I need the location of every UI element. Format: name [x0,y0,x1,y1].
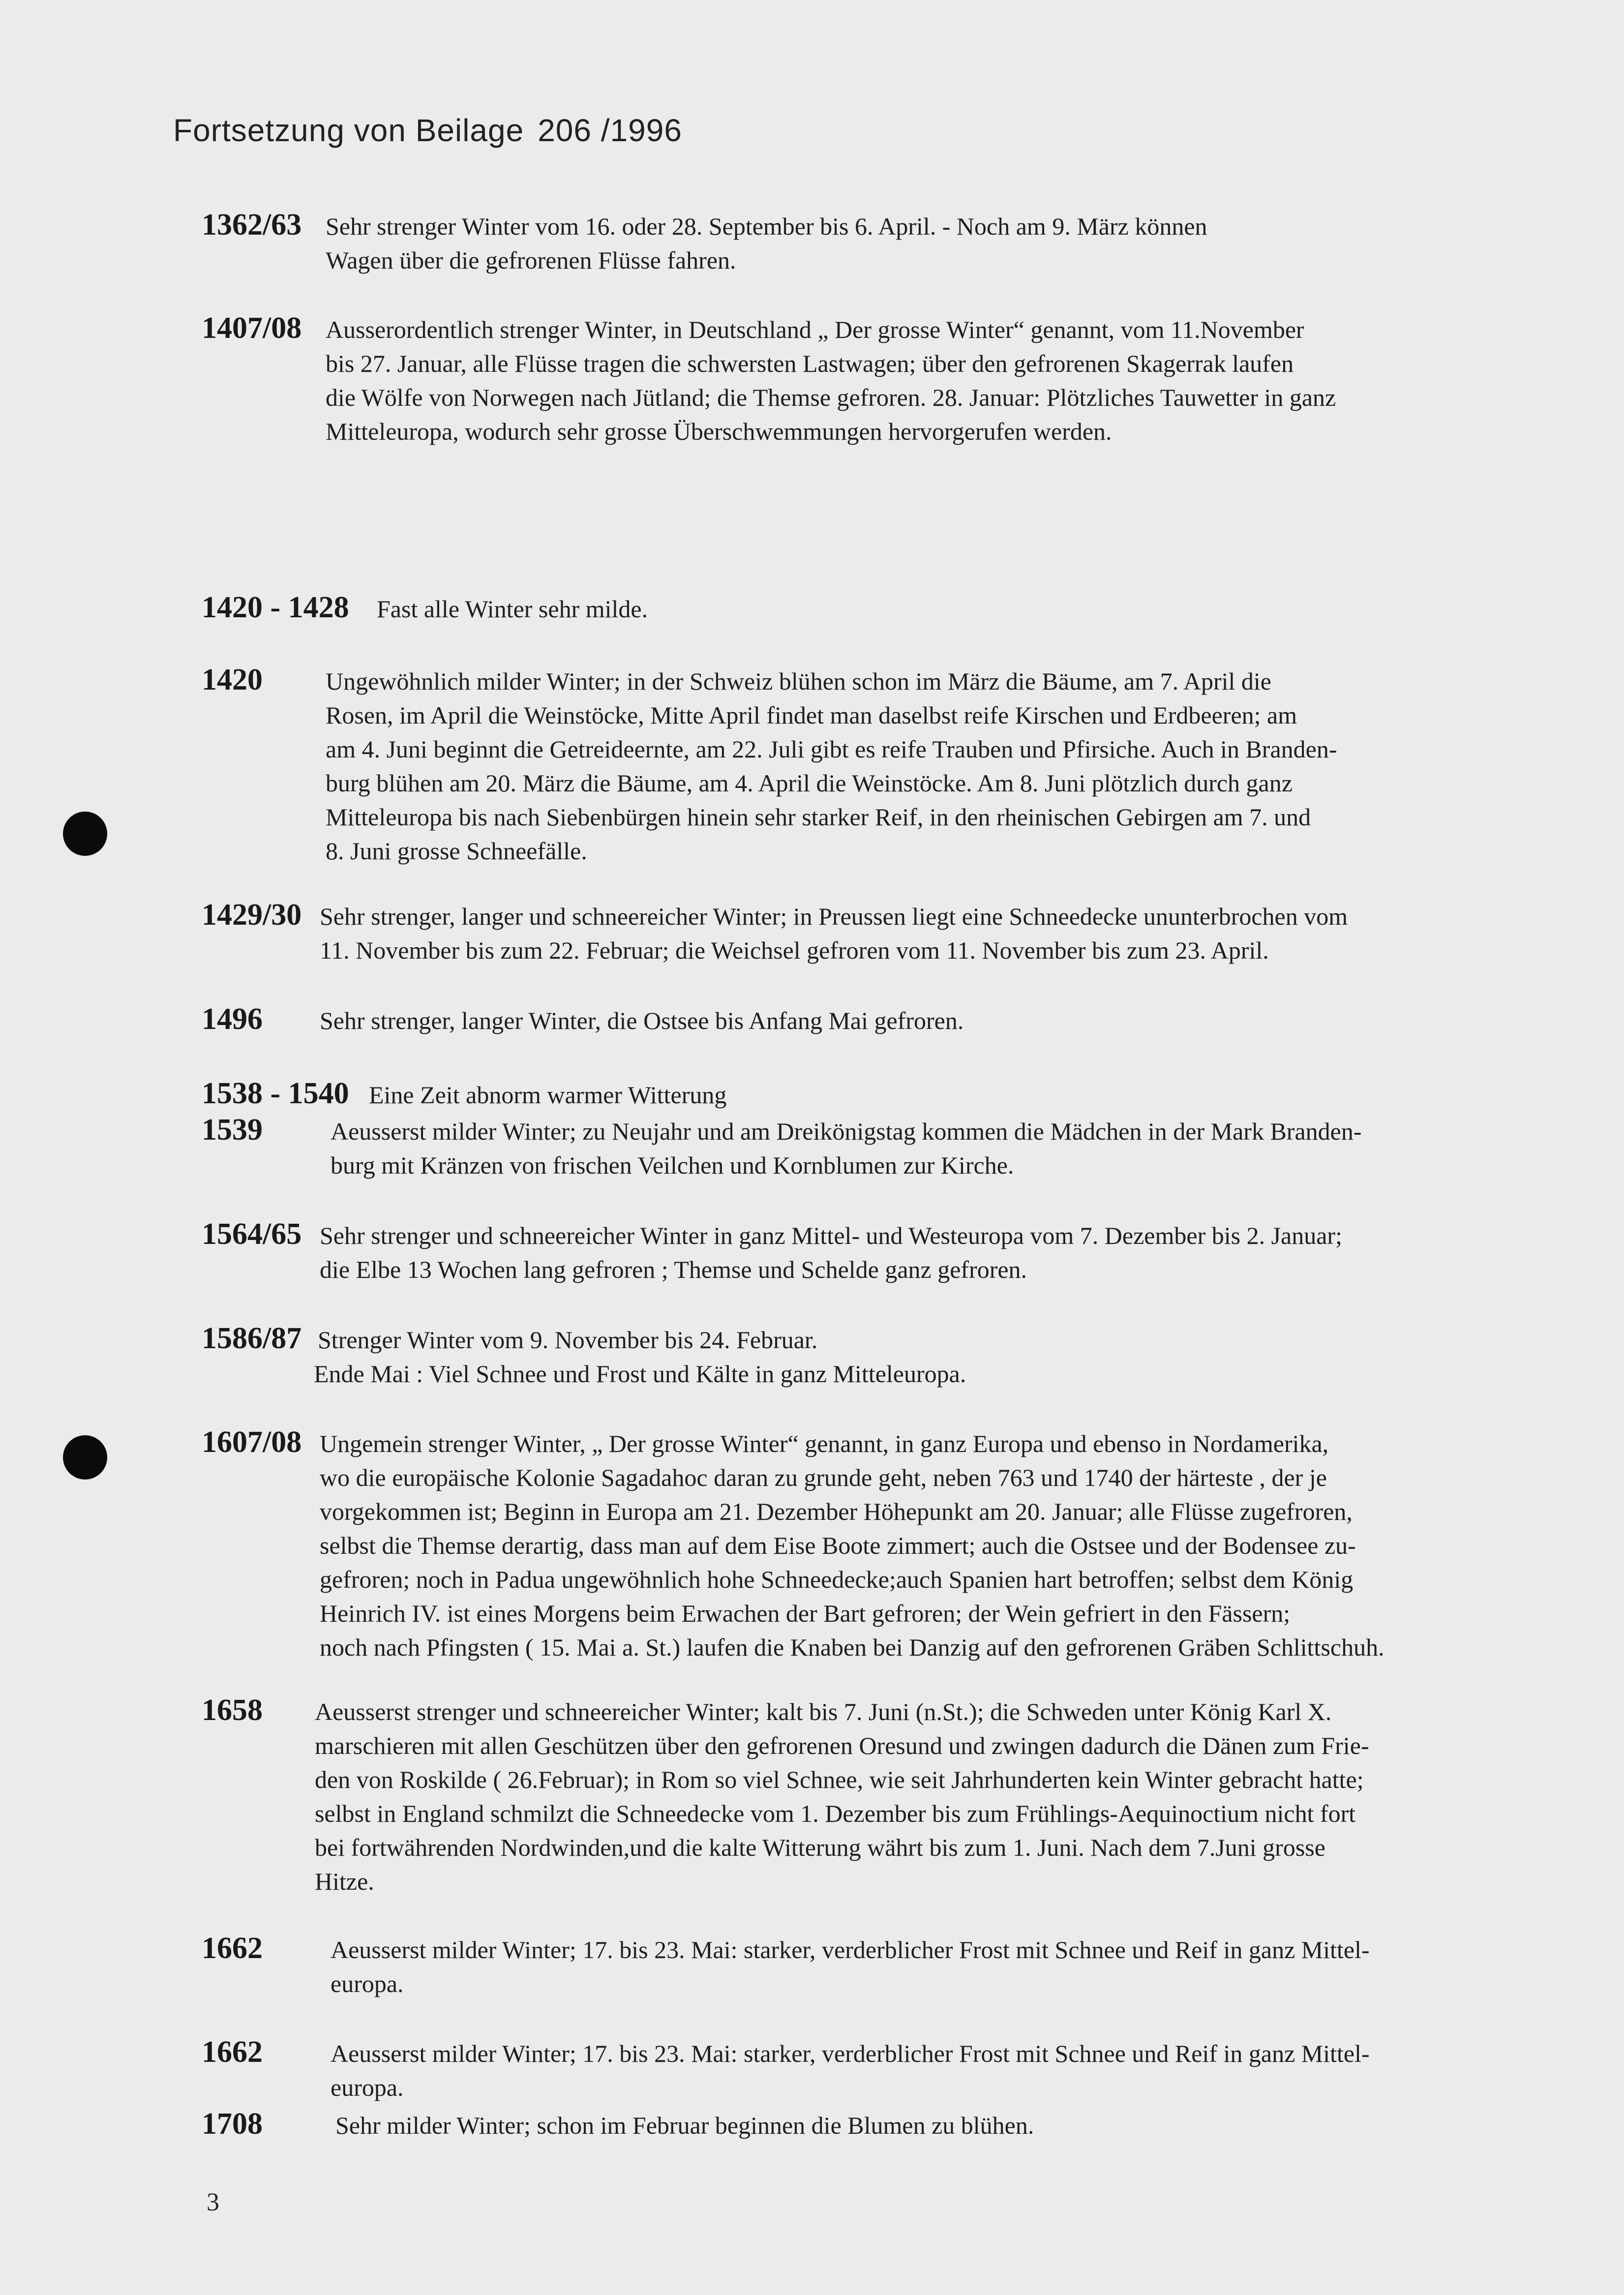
entry-text [331,1115,1361,1182]
entry-line: burg blühen am 20. März die Bäume, am 4. April die Weinstöcke. Am 8. Juni plötzlich durch ganz [326,769,1293,797]
entry-line: den von Roskilde ( 26.Februar); in Rom so viel Schnee, wie seit Jahrhunderten kein Winter gebracht hatte; [315,1766,1364,1793]
entry-year: 1538 - 1540 [202,1077,349,1110]
entry-line: Ungemein strenger Winter, „ Der grosse Winter“ genannt, in ganz Europa und ebenso in Nordamerika, [320,1430,1329,1457]
entry-line: noch nach Pfingsten ( 15. Mai a. St.) laufen die Knaben bei Danzig auf den gefrorenen Gräben Schlittschuh. [320,1633,1384,1661]
entry-line: Sehr strenger und schneereicher Winter in ganz Mittel- und Westeuropa vom 7. Dezember bis 2. Januar; [320,1222,1342,1249]
entry-line: burg mit Kränzen von frischen Veilchen und Kornblumen zur Kirche. [331,1151,1014,1179]
entry-line: Rosen, im April die Weinstöcke, Mitte April findet man daselbst reife Kirschen und Erdbeeren; am [326,701,1297,729]
entry-year: 1607/08 [202,1425,302,1459]
entry-text [320,1427,1384,1664]
entry-line: gefroren; noch in Padua ungewöhnlich hohe Schneedecke;auch Spanien hart betroffen; selbst dem König [320,1566,1353,1593]
entry-line: bei fortwährenden Nordwinden,und die kalte Witterung währt bis zum 1. Juni. Nach dem 7.Juni grosse [315,1834,1325,1861]
entry-text [326,664,1337,868]
header-title: Fortsetzung von Beilage [173,113,524,148]
entry-text [315,1695,1369,1899]
entry-line: Sehr strenger Winter vom 16. oder 28. September bis 6. April. - Noch am 9. März können [326,212,1207,240]
header-number: 206 /1996 [538,113,682,148]
entry-year: 1420 [202,663,263,696]
entry-text [335,2109,1034,2143]
entry-text [331,2037,1370,2105]
entry-line: am 4. Juni beginnt die Getreideernte, am 22. Juli gibt es reife Trauben und Pfirsiche. Auch in Branden- [326,735,1337,763]
entry-line: europa. [331,1970,404,1997]
entry-year: 1420 - 1428 [202,591,349,624]
entry-line: europa. [331,2074,404,2101]
entry-line: Strenger Winter vom 9. November bis 24. Februar. [318,1326,818,1354]
entry-year: 1429/30 [202,898,302,932]
entry-line: selbst in England schmilzt die Schneedecke vom 1. Dezember bis zum Frühlings-Aequinoctium nicht fort [315,1800,1356,1827]
entry-text [314,1323,966,1391]
entry-line: Sehr strenger, langer Winter, die Ostsee bis Anfang Mai gefroren. [320,1007,964,1034]
entry-year: 1662 [202,2035,263,2069]
entry-text [320,900,1348,967]
page-number: 3 [207,2188,219,2216]
entry-text [326,313,1336,449]
entry-line: Mitteleuropa, wodurch sehr grosse Überschwemmungen hervorgerufen werden. [326,418,1112,445]
entry-line: Ungewöhnlich milder Winter; in der Schweiz blühen schon im März die Bäume, am 7. April die [326,667,1271,695]
entry-year: 1658 [202,1693,263,1727]
entry-line: Aeusserst strenger und schneereicher Winter; kalt bis 7. Juni (n.St.); die Schweden unter König Karl X. [315,1698,1332,1725]
entry-line: 11. November bis zum 22. Februar; die Weichsel gefroren vom 11. November bis zum 23. April. [320,936,1269,964]
entry-text [369,1078,726,1112]
entry-line: marschieren mit allen Geschützen über den gefrorenen Oresund und zwingen dadurch die Dänen zum Frie- [315,1732,1369,1759]
entry-line: Hitze. [315,1868,374,1895]
entry-year: 1407/08 [202,311,302,345]
entry-line: Aeusserst milder Winter; 17. bis 23. Mai: starker, verderblicher Frost mit Schnee und Reif in ganz Mittel- [331,2040,1370,2067]
entry-text [320,1004,963,1038]
entry-line: Wagen über die gefrorenen Flüsse fahren. [326,246,736,274]
entry-line: selbst die Themse derartig, dass man auf dem Eise Boote zimmert; auch die Ostsee und der Bodensee zu- [320,1532,1356,1559]
entry-line: vorgekommen ist; Beginn in Europa am 21. Dezember Höhepunkt am 20. Januar; alle Flüsse zugefroren, [320,1498,1353,1525]
entry-line: wo die europäische Kolonie Sagadahoc daran zu grunde geht, neben 763 und 1740 der härteste , der je [320,1464,1327,1491]
entry-year: 1362/63 [202,208,302,242]
entry-line: bis 27. Januar, alle Flüsse tragen die schwersten Lastwagen; über den gefrorenen Skagerrak laufen [326,350,1294,377]
entry-text [377,592,648,626]
entry-year: 1564/65 [202,1217,302,1251]
entry-text [320,1219,1342,1287]
entry-year: 1539 [202,1113,263,1147]
entry-year: 1662 [202,1932,263,1965]
entry-line: Eine Zeit abnorm warmer Witterung [369,1081,727,1109]
punch-hole-bottom [63,1435,107,1480]
entry-line: die Wölfe von Norwegen nach Jütland; die Themse gefroren. 28. Januar: Plötzliches Tauwetter in ganz [326,384,1336,411]
entry-year: 1586/87 [202,1322,302,1355]
punch-hole-top [63,812,107,856]
entry-line: Sehr milder Winter; schon im Februar beginnen die Blumen zu blühen. [335,2112,1034,2139]
page-header [173,112,682,149]
entry-year: 1496 [202,1002,263,1036]
entry-line: Fast alle Winter sehr milde. [377,595,648,623]
entry-text [326,210,1207,277]
entry-line: Sehr strenger, langer und schneereicher Winter; in Preussen liegt eine Schneedecke ununterbrochen vom [320,903,1348,930]
entry-line: die Elbe 13 Wochen lang gefroren ; Themse und Schelde ganz gefroren. [320,1256,1027,1283]
entry-line: 8. Juni grosse Schneefälle. [326,837,587,865]
entry-text [331,1933,1370,2001]
entry-line: Mitteleuropa bis nach Siebenbürgen hinein sehr starker Reif, in den rheinischen Gebirgen am 7. und [326,803,1311,831]
entry-line: Aeusserst milder Winter; 17. bis 23. Mai: starker, verderblicher Frost mit Schnee und Reif in ganz Mittel- [331,1936,1370,1963]
entry-line: Ausserordentlich strenger Winter, in Deutschland „ Der grosse Winter“ genannt, vom 11.November [326,316,1304,343]
entry-year: 1708 [202,2107,263,2141]
entry-line: Aeusserst milder Winter; zu Neujahr und am Dreikönigstag kommen die Mädchen in der Mark Branden- [331,1117,1362,1145]
entry-line: Heinrich IV. ist eines Morgens beim Erwachen der Bart gefroren; der Wein gefriert in den Fässern; [320,1600,1291,1627]
entry-line: Ende Mai : Viel Schnee und Frost und Kälte in ganz Mitteleuropa. [314,1360,966,1388]
